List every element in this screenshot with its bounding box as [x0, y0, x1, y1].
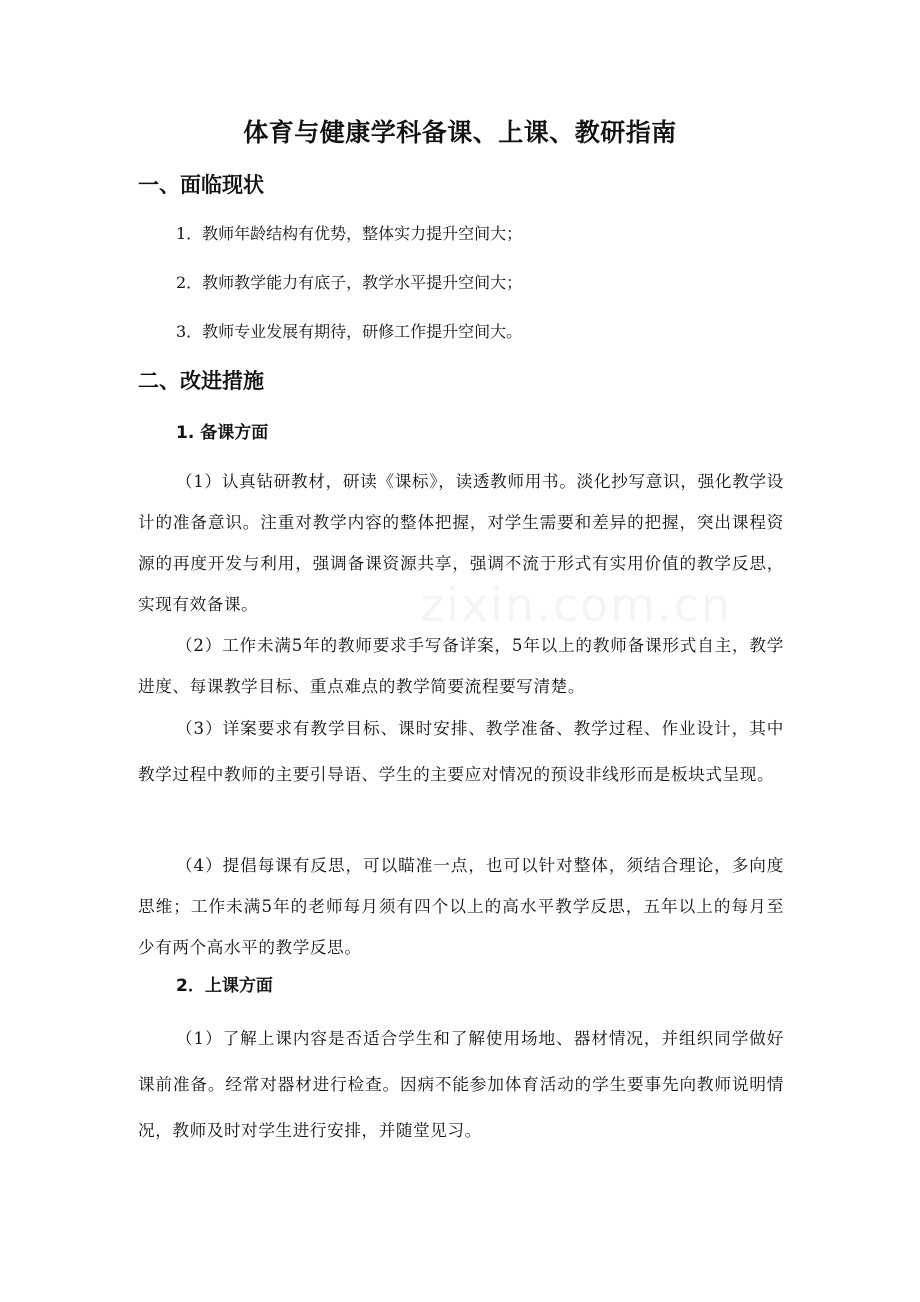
lesson-prep-paragraph-1: （1）认真钻研教材，研读《课标》，读透教师用书。淡化抄写意识，强化教学设计的准备意识。注重对教学内容的整体把握，对学生需要和差异的把握，突出课程资源的再度开发与利用，强调备课资源共享，强调不流于形式有实用价值的教学反思，实现有效备课。 [138, 472, 784, 614]
subsection-heading-teaching: 2．上课方面 [176, 976, 273, 996]
status-item-3: 3．教师专业发展有期待，研修工作提升空间大。 [176, 322, 523, 341]
section-heading-status: 一、面临现状 [138, 173, 264, 197]
status-item-2: 2．教师教学能力有底子，教学水平提升空间大； [176, 273, 523, 292]
lesson-prep-paragraph-3: （3）详案要求有教学目标、课时安排、教学准备、教学过程、作业设计，其中教学过程中教师的主要引导语、学生的主要应对情况的预设非线形而是板块式呈现。 [138, 719, 784, 784]
lesson-prep-paragraph-4: （4）提倡每课有反思，可以瞄准一点，也可以针对整体，须结合理论，多向度思维；工作未满5年的老师每月须有四个以上的高水平教学反思，五年以上的每月至少有两个高水平的教学反思。 [138, 856, 784, 957]
subsection-heading-lesson-prep: 1. 备课方面 [176, 423, 269, 443]
teaching-paragraph-1: （1）了解上课内容是否适合学生和了解使用场地、器材情况，并组织同学做好课前准备。经常对器材进行检查。因病不能参加体育活动的学生要事先向教师说明情况，教师及时对学生进行安排，并随堂见习。 [138, 1029, 784, 1140]
section-heading-measures: 二、改进措施 [138, 369, 264, 393]
document-title: 体育与健康学科备课、上课、教研指南 [243, 118, 677, 147]
status-item-1: 1．教师年龄结构有优势，整体实力提升空间大； [176, 224, 523, 243]
lesson-prep-paragraph-2: （2）工作未满5年的教师要求手写备详案，5年以上的教师备课形式自主，教学进度、每课教学目标、重点难点的教学简要流程要写清楚。 [138, 636, 784, 696]
watermark: zixin.com.cn [420, 578, 733, 632]
